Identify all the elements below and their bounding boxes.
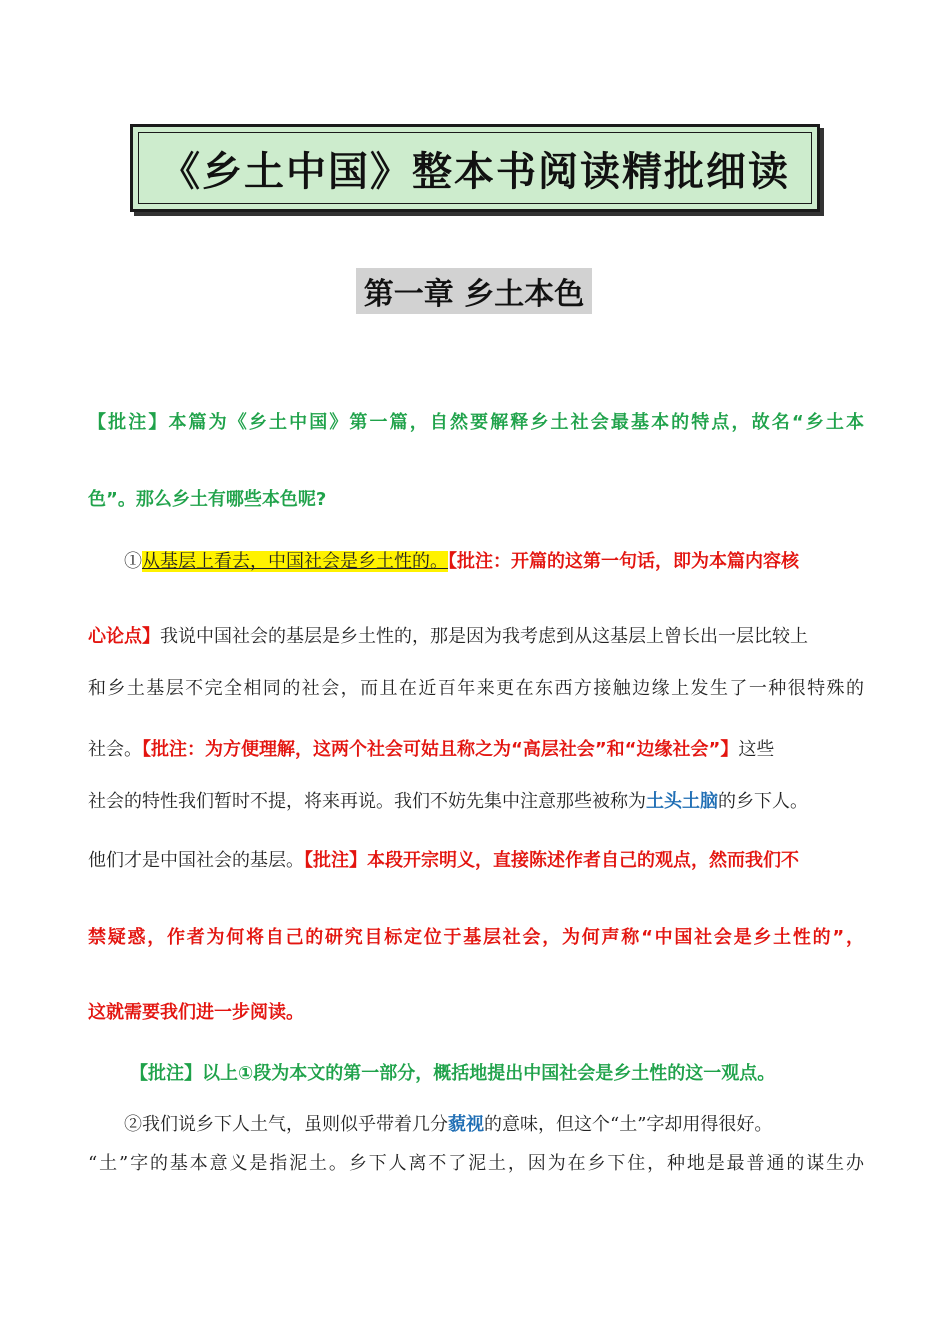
para1-line1 — [124, 549, 864, 575]
para1-text-d: 这些 — [738, 739, 775, 760]
term-miaoshi: 藐视 — [448, 1114, 484, 1135]
para1-note-a: 【批注：开篇的这第一句话，即为本篇内容核 — [448, 551, 799, 572]
para1-line5 — [88, 789, 864, 815]
para1-text-b: 和乡土基层不完全相同的社会，而且在近百年来更在东西方接触边缘上发生了一种很特殊的 — [88, 678, 864, 699]
para2-text-a: 我们说乡下人土气，虽则似乎带着几分 — [142, 1114, 448, 1135]
document-title: 《乡土中国》整本书阅读精批细读 — [160, 148, 790, 195]
para1-line4 — [88, 737, 864, 763]
para1-text-e: 社会的特性我们暂时不提，将来再说。我们不妨先集中注意那些被称为 — [88, 791, 646, 812]
title-box — [130, 124, 820, 212]
para2-text-b: 的意味，但这个“土”字却用得很好。 — [484, 1114, 773, 1135]
para1-highlight-sentence: 从基层上看去，中国社会是乡土性的。 — [142, 551, 448, 572]
para1-note-a2: 心论点】 — [88, 626, 160, 647]
para1-text-a: 我说中国社会的基层是乡土性的，那是因为我考虑到从这基层上曾长出一层比较上 — [160, 626, 808, 647]
para2-line1 — [124, 1112, 864, 1138]
para1-line2 — [88, 624, 864, 650]
part1-summary-note: 【批注】以上①段为本文的第一部分，概括地提出中国社会是乡土性的这一观点。 — [130, 1063, 776, 1084]
para1-text-c: 社会。 — [88, 739, 142, 760]
para1-note-c2: 禁疑惑，作者为何将自己的研究目标定位于基层社会，为何声称“中国社会是乡土性的”， — [88, 927, 864, 948]
para1-note-c1: 【批注】本段开宗明义，直接陈述作者自己的观点，然而我们不 — [304, 850, 799, 871]
intro-note-line2: 色”。那么乡土有哪些本色呢? — [88, 489, 327, 510]
para1-text-f: 的乡下人。 — [718, 791, 808, 812]
para1-note-b: 【批注：为方便理解，这两个社会可姑且称之为“高层社会”和“边缘社会”】 — [142, 739, 739, 760]
para1-note-c3: 这就需要我们进一步阅读。 — [88, 1002, 304, 1023]
para2-number: ② — [124, 1114, 142, 1135]
intro-note-line1: 【批注】本篇为《乡土中国》第一篇，自然要解释乡土社会最基本的特点，故名“乡土本 — [88, 412, 864, 433]
para2-text-c: “土”字的基本意义是指泥土。乡下人离不了泥土，因为在乡下住，种地是最普通的谋生办 — [88, 1153, 864, 1174]
para1-line6 — [88, 848, 864, 874]
para1-number: ① — [124, 551, 142, 572]
chapter-heading: 第一章 乡土本色 — [356, 268, 592, 314]
term-tutou-tunao: 土头土脑 — [646, 791, 718, 812]
para1-text-g: 他们才是中国社会的基层。 — [88, 850, 304, 871]
